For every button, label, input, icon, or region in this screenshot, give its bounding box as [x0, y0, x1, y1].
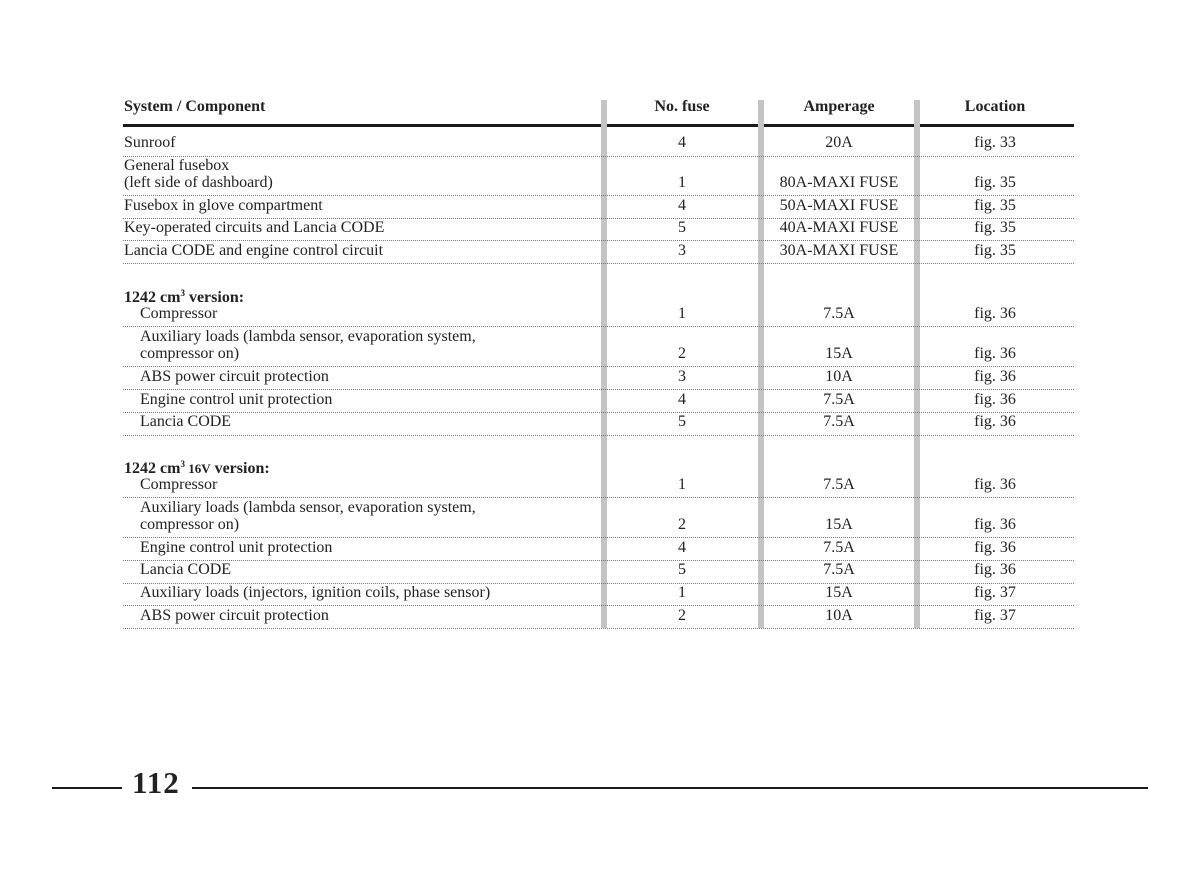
component-cell: compressor on): [140, 345, 240, 362]
fuse-cell: 4: [678, 391, 686, 408]
location-cell: fig. 36: [974, 539, 1016, 556]
component-cell: ABS power circuit protection: [140, 607, 329, 624]
header-component: System / Component: [124, 98, 266, 115]
location-cell: fig. 36: [974, 368, 1016, 385]
component-cell: ABS power circuit protection: [140, 368, 329, 385]
component-cell: Auxiliary loads (injectors, ignition coils, phase sensor): [140, 584, 491, 601]
fuse-cell: 5: [678, 413, 686, 430]
location-cell: fig. 35: [974, 174, 1016, 191]
footer-rule-left: [52, 787, 122, 789]
amperage-cell: 40A-MAXI FUSE: [779, 219, 899, 236]
fuse-cell: 4: [678, 134, 686, 151]
location-cell: fig. 36: [974, 413, 1016, 430]
location-cell: fig. 33: [974, 134, 1016, 151]
fuse-cell: 1: [678, 584, 686, 601]
component-cell: Sunroof: [124, 134, 176, 151]
fuse-cell: 3: [678, 242, 686, 259]
component-cell: Lancia CODE: [140, 413, 232, 430]
location-cell: fig. 36: [974, 516, 1016, 533]
location-cell: fig. 36: [974, 476, 1016, 493]
amperage-cell: 80A-MAXI FUSE: [779, 174, 899, 191]
amperage-cell: 10A: [825, 607, 853, 624]
component-cell: Compressor: [140, 305, 218, 322]
amperage-cell: 7.5A: [823, 476, 855, 493]
amperage-cell: 10A: [825, 368, 853, 385]
component-cell-line1: Auxiliary loads (lambda sensor, evaporation system,: [140, 328, 476, 345]
component-cell: (left side of dashboard): [124, 174, 273, 191]
fuse-cell: 2: [678, 607, 686, 624]
row-divider: [123, 497, 1074, 498]
component-cell: Compressor: [140, 476, 218, 493]
component-cell-line1: Auxiliary loads (lambda sensor, evaporation system,: [140, 499, 476, 516]
fuse-cell: 4: [678, 539, 686, 556]
row-divider: [123, 435, 1074, 436]
fuse-cell: 5: [678, 561, 686, 578]
component-cell: Lancia CODE: [140, 561, 232, 578]
location-cell: fig. 37: [974, 607, 1016, 624]
fuse-cell: 1: [678, 476, 686, 493]
row-divider: [123, 263, 1074, 264]
amperage-cell: 7.5A: [823, 561, 855, 578]
section-title: 1242 $cm^3$ version:: [124, 288, 245, 306]
fuse-cell: 5: [678, 219, 686, 236]
fuse-cell: 2: [678, 516, 686, 533]
row-divider: [123, 240, 1074, 241]
amperage-cell: 15A: [825, 584, 853, 601]
amperage-cell: 50A-MAXI FUSE: [779, 197, 899, 214]
component-cell: Fusebox in glove compartment: [124, 197, 323, 214]
location-cell: fig. 36: [974, 561, 1016, 578]
footer-rule-right: [192, 787, 1148, 789]
page-number: 112: [132, 765, 180, 800]
amperage-cell: 30A-MAXI FUSE: [779, 242, 899, 259]
row-divider: [123, 605, 1074, 606]
fuse-cell: 4: [678, 197, 686, 214]
header-amperage: Amperage: [803, 98, 875, 115]
component-cell: compressor on): [140, 516, 240, 533]
component-cell-line1: General fusebox: [124, 157, 230, 174]
header-fuse: No. fuse: [654, 98, 710, 115]
amperage-cell: 15A: [825, 345, 853, 362]
row-divider: [123, 326, 1074, 327]
location-cell: fig. 36: [974, 345, 1016, 362]
row-divider: [123, 195, 1074, 196]
amperage-cell: 15A: [825, 516, 853, 533]
row-divider: [123, 366, 1074, 367]
component-cell: Key-operated circuits and Lancia CODE: [124, 219, 385, 236]
amperage-cell: 7.5A: [823, 305, 855, 322]
fuse-cell: 2: [678, 345, 686, 362]
row-divider: [123, 156, 1074, 157]
component-cell: Engine control unit protection: [140, 539, 333, 556]
row-divider: [123, 537, 1074, 538]
amperage-cell: 7.5A: [823, 413, 855, 430]
location-cell: fig. 36: [974, 391, 1016, 408]
location-cell: fig. 37: [974, 584, 1016, 601]
row-divider: [123, 389, 1074, 390]
fuse-cell: 1: [678, 305, 686, 322]
fuse-cell: 1: [678, 174, 686, 191]
location-cell: fig. 35: [974, 219, 1016, 236]
fuse-cell: 3: [678, 368, 686, 385]
amperage-cell: 7.5A: [823, 391, 855, 408]
amperage-cell: 7.5A: [823, 539, 855, 556]
amperage-cell: 20A: [825, 134, 853, 151]
header-rule: [123, 124, 1074, 127]
location-cell: fig. 35: [974, 197, 1016, 214]
row-divider: [123, 628, 1074, 629]
section-title: 1242 $cm^3$ 16V version:: [124, 459, 270, 477]
component-cell: Lancia CODE and engine control circuit: [124, 242, 384, 259]
header-location: Location: [964, 98, 1026, 115]
component-cell: Engine control unit protection: [140, 391, 333, 408]
location-cell: fig. 36: [974, 305, 1016, 322]
location-cell: fig. 35: [974, 242, 1016, 259]
